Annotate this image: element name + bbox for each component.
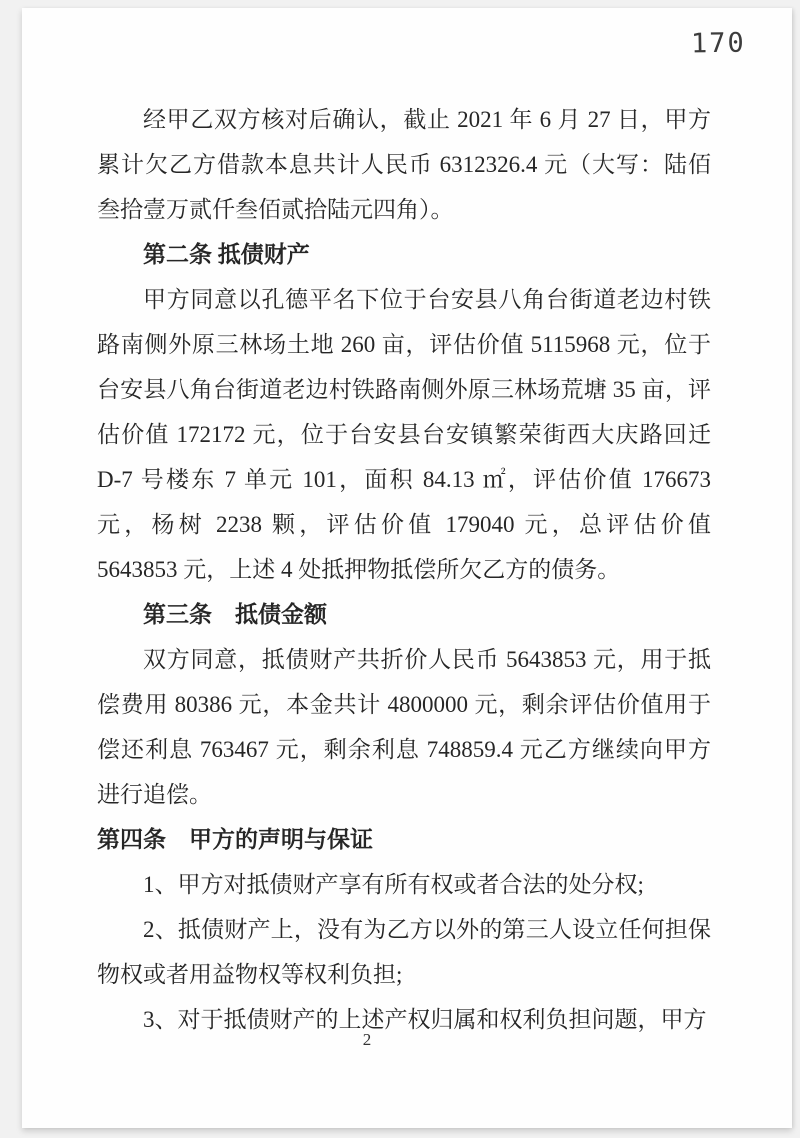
contract-body-text <box>97 97 711 1042</box>
article-4-item-2: 2、抵债财产上，没有为乙方以外的第三人设立任何担保物权或者用益物权等权利负担; <box>97 917 711 987</box>
article-4-item-3: 3、对于抵债财产的上述产权归属和权利负担问题，甲方 <box>143 1007 707 1032</box>
article-3-heading: 第三条 抵债金额 <box>143 602 327 627</box>
page-number: 2 <box>362 1030 372 1049</box>
article-3-amount-paragraph: 双方同意，抵债财产共折价人民币 5643853 元，用于抵偿费用 80386 元，本金共计 4800000 元，剩余评估价值用于偿还利息 763467 元，剩余利息 748859.4 元乙方继续向甲方进行追偿。 <box>97 647 711 807</box>
article-4-heading: 第四条 甲方的声明与保证 <box>97 827 373 852</box>
article-4-item-1: 1、甲方对抵债财产享有所有权或者合法的处分权; <box>143 872 644 897</box>
article-2-heading: 第二条 抵债财产 <box>143 242 310 267</box>
stamped-folio-number: 170 <box>690 27 747 60</box>
article-2-property-paragraph: 甲方同意以孔德平名下位于台安县八角台街道老边村铁路南侧外原三林场土地 260 亩，评估价值 5115968 元，位于台安县八角台街道老边村铁路南侧外原三林场荒塘 35 亩，评估价值 172172 元，位于台安县台安镇繁荣街西大庆路回迁 D-7 号楼东 7 单元 101，面积 84.13 ㎡，评估价值 176673 元，杨树 2238 颗，评估价值 179040 元，总评估价值 5643853 元，上述 4 处抵押物抵偿所欠乙方的债务。 <box>97 287 711 582</box>
document-sheet <box>22 8 792 1128</box>
confirmed-debt-paragraph: 经甲乙双方核对后确认，截止 2021 年 6 月 27 日，甲方累计欠乙方借款本息共计人民币 6312326.4 元（大写：陆佰叁拾壹万贰仟叁佰贰拾陆元四角）。 <box>97 107 711 222</box>
